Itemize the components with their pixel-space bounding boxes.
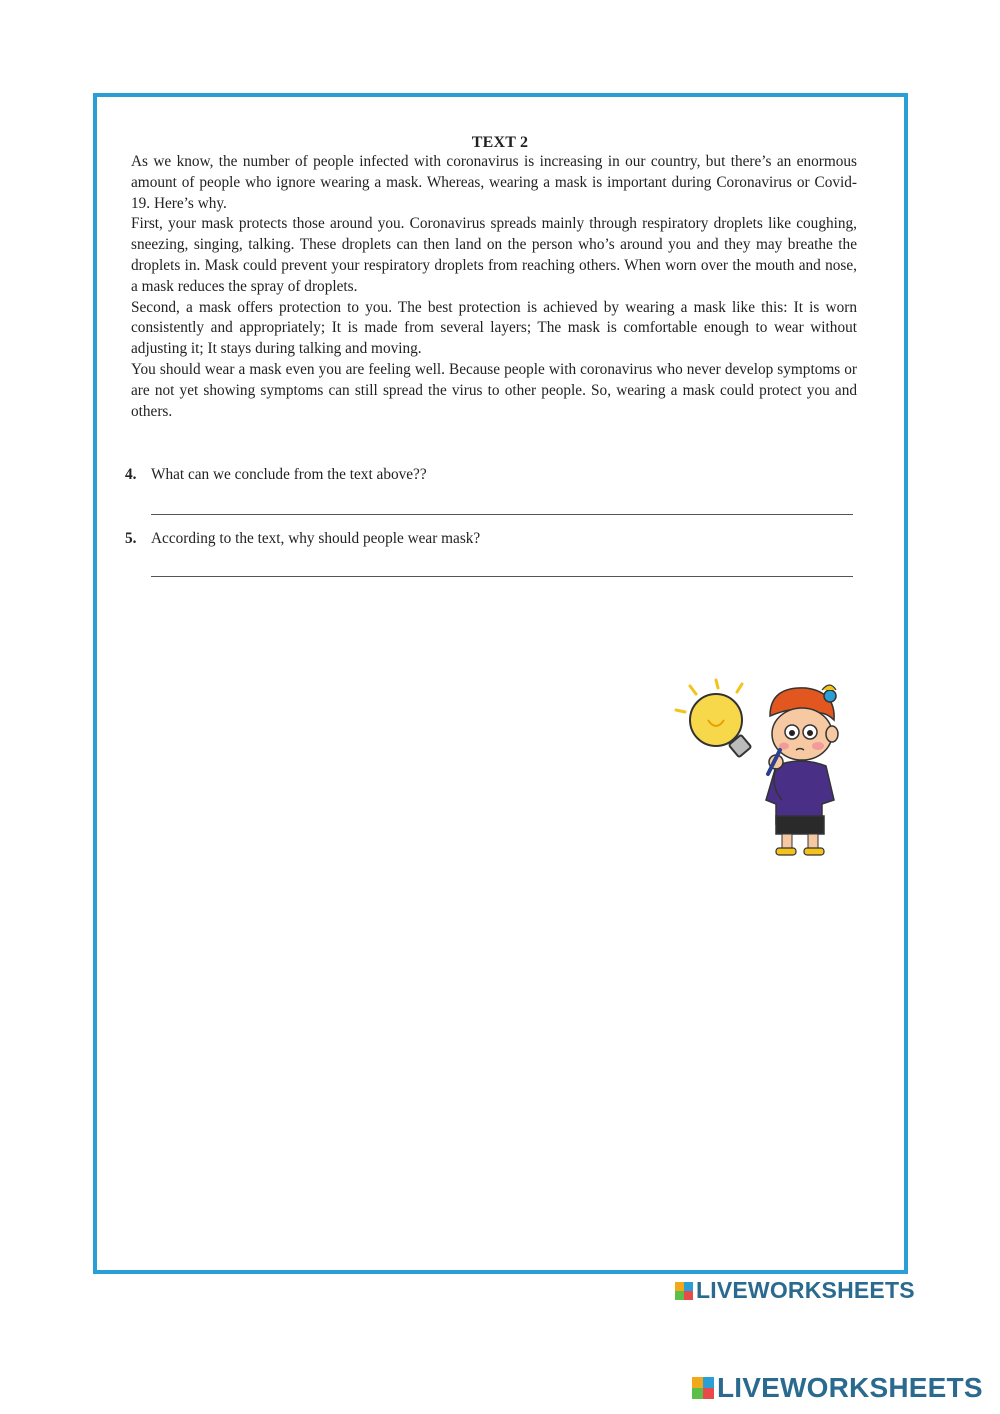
- question-number: 4.: [125, 466, 137, 483]
- logo-text: LIVEWORKSHEETS: [717, 1372, 983, 1403]
- liveworksheets-logo-bottom: [692, 1372, 983, 1404]
- liveworksheets-logo: [675, 1277, 915, 1304]
- paragraph-1: As we know, the number of people infected with coronavirus is increasing in our country, but there’s an enormous amount of people who ignore wearing a mask. Whereas, wearing a mask is important during Coronavirus or Covid-19. Here’s why.: [131, 153, 857, 212]
- thinking-boy-with-lightbulb-icon: [672, 676, 852, 858]
- answer-field-4[interactable]: [151, 514, 853, 515]
- reading-text: [131, 152, 857, 422]
- logo-text: LIVEWORKSHEETS: [696, 1277, 915, 1303]
- question-5: [125, 530, 480, 548]
- question-number: 5.: [125, 530, 137, 547]
- liveworksheets-mark-icon: [675, 1282, 693, 1300]
- liveworksheets-mark-icon: [692, 1377, 714, 1399]
- paragraph-4: You should wear a mask even you are feeling well. Because people with coronavirus who never develop symptoms or are not yet showing symptoms can still spread the virus to other people. So, wearing a mask could protect you and others.: [131, 360, 857, 420]
- page-title: TEXT 2: [471, 134, 529, 151]
- answer-field-5[interactable]: [151, 576, 853, 577]
- question-text: What can we conclude from the text above??: [151, 466, 427, 483]
- paragraph-3: Second, a mask offers protection to you. The best protection is achieved by wearing a mask like this: It is worn consistently and appropriately; It is made from several layers; The mask is comfortable enough to wear without adjusting it; It stays during talking and moving.: [131, 298, 857, 358]
- question-4: [125, 466, 427, 484]
- paragraph-2: First, your mask protects those around you. Coronavirus spreads mainly through respiratory droplets like coughing, sneezing, singing, talking. These droplets can then land on the person who’s around you and they may breathe the droplets in. Mask could prevent your respiratory droplets from reaching others. When worn over the mouth and nose, a mask reduces the spray of droplets.: [131, 215, 857, 295]
- question-text: According to the text, why should people wear mask?: [151, 530, 481, 547]
